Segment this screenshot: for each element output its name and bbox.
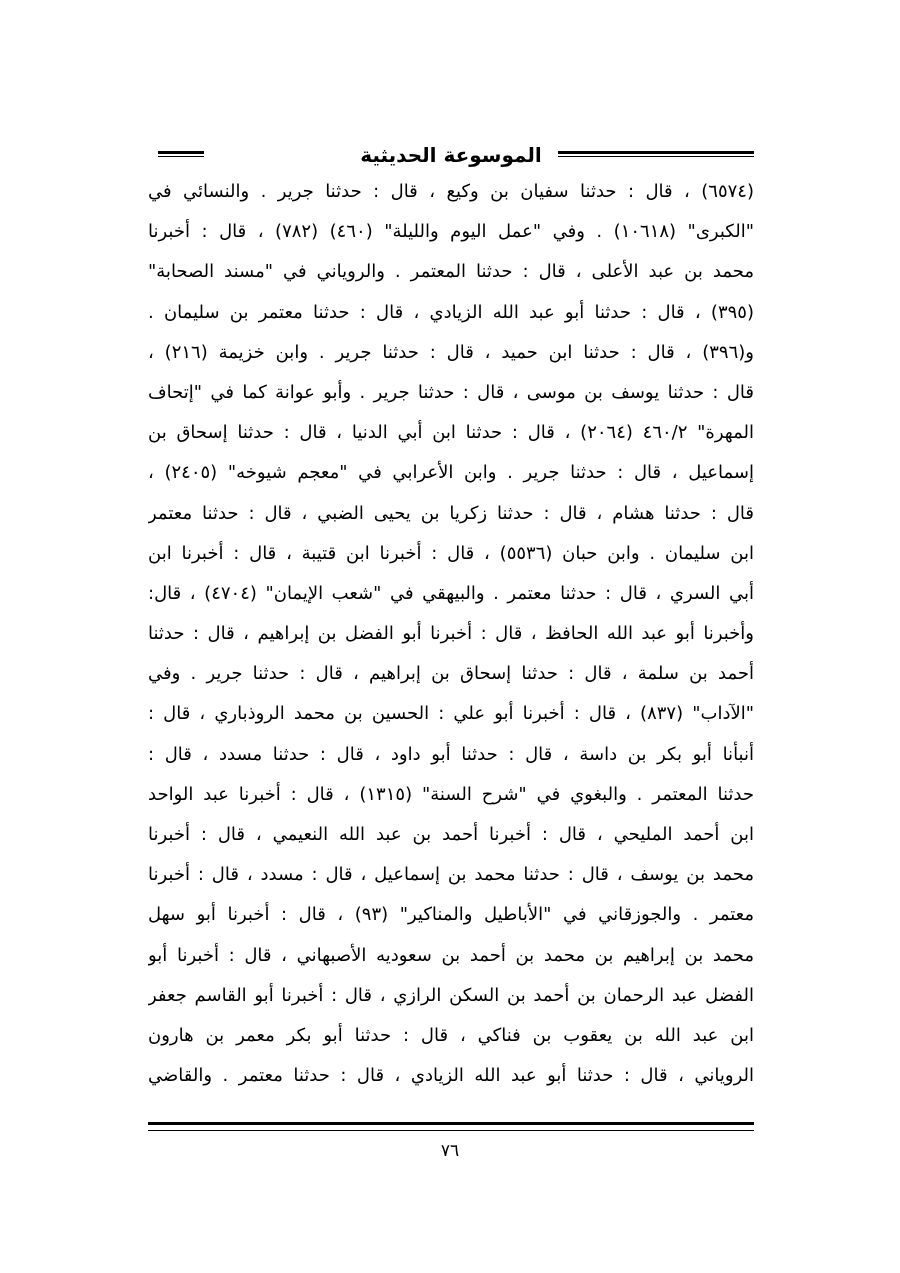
text-line: أنبأنا أبو بكر بن داسة ، قال : حدثنا أبو داود ، قال : حدثنا مسدد ، قال : (148, 743, 754, 765)
page-number: ٧٦ (440, 1141, 460, 1161)
footer-rule-thick (148, 1122, 754, 1125)
text-line: ابن سليمان . وابن حبان (٥٥٣٦) ، قال : أخبرنا ابن قتيبة ، قال : أخبرنا ابن (148, 542, 754, 564)
page-header-title: الموسوعة الحديثية (344, 142, 558, 168)
text-line: المهرة" ٤٦٠/٢ (٢٠٦٤) ، قال : حدثنا ابن أبي الدنيا ، قال : حدثنا إسحاق بن (148, 422, 754, 444)
header-title-wrap (148, 142, 754, 168)
text-line: محمد بن يوسف ، قال : حدثنا محمد بن إسماعيل ، قال : مسدد ، قال : أخبرنا (148, 864, 754, 886)
running-header (148, 136, 754, 176)
text-line: حدثنا المعتمر . والبغوي في "شرح السنة" (١٣١٥) ، قال : أخبرنا عبد الواحد (148, 783, 754, 805)
text-line: "الكبرى" (١٠٦١٨) . وفي "عمل اليوم والليلة" (٤٦٠) (٧٨٢) ، قال : أخبرنا (148, 221, 754, 243)
text-line: أبي السري ، قال : حدثنا معتمر . والبيهقي في "شعب الإيمان" (٤٧٠٤) ، قال: (148, 582, 754, 604)
text-line: إسماعيل ، قال : حدثنا جرير . وابن الأعرابي في "معجم شيوخه" (٢٤٠٥) ، (148, 462, 754, 484)
text-line: معتمر . والجوزقاني في "الأباطيل والمناكير" (٩٣) ، قال : أخبرنا أبو سهل (148, 904, 754, 926)
text-line: (٦٥٧٤) ، قال : حدثنا سفيان بن وكيع ، قال : حدثنا جرير . والنسائي في (148, 181, 754, 202)
text-line: محمد بن عبد الأعلى ، قال : حدثنا المعتمر . والروياني في "مسند الصحابة" (148, 261, 754, 283)
text-line: محمد بن إبراهيم بن محمد بن أحمد بن سعوديه الأصبهاني ، قال : أخبرنا أبو (148, 944, 754, 966)
text-line: قال : حدثنا يوسف بن موسى ، قال : حدثنا جرير . وأبو عوانة كما في "إتحاف (148, 381, 754, 403)
text-line: ابن أحمد المليحي ، قال : أخبرنا أحمد بن عبد الله النعيمي ، قال : أخبرنا (148, 824, 754, 845)
text-line: وأخبرنا أبو عبد الله الحافظ ، قال : أخبرنا أبو الفضل بن إبراهيم ، قال : حدثنا (148, 623, 754, 645)
text-line: أحمد بن سلمة ، قال : حدثنا إسحاق بن إبراهيم ، قال : حدثنا جرير . وفي (148, 663, 754, 685)
text-line: ابن عبد الله بن يعقوب بن فناكي ، قال : حدثنا أبو بكر معمر بن هارون (148, 1024, 754, 1046)
text-line: الروياني ، قال : حدثنا أبو عبد الله الزيادي ، قال : حدثنا معتمر . والقاضي (148, 1065, 754, 1087)
text-line: الفضل عبد الرحمان بن أحمد بن السكن الرازي ، قال : أخبرنا أبو القاسم جعفر (148, 984, 754, 1006)
text-line: و(٣٩٦) ، قال : حدثنا ابن حميد ، قال : حدثنا جرير . وابن خزيمة (٢١٦) ، (148, 341, 754, 363)
text-line: (٣٩٥) ، قال : حدثنا أبو عبد الله الزيادي ، قال : حدثنا معتمر بن سليمان . (148, 301, 754, 323)
body-text (148, 172, 754, 1096)
text-line: "الآداب" (٨٣٧) ، قال : أخبرنا أبو علي : الحسين بن محمد الروذباري ، قال : (148, 703, 754, 725)
text-line: قال : حدثنا هشام ، قال : حدثنا زكريا بن يحيى الضبي ، قال : حدثنا معتمر (148, 502, 754, 524)
footer-rule-thin (148, 1130, 754, 1131)
